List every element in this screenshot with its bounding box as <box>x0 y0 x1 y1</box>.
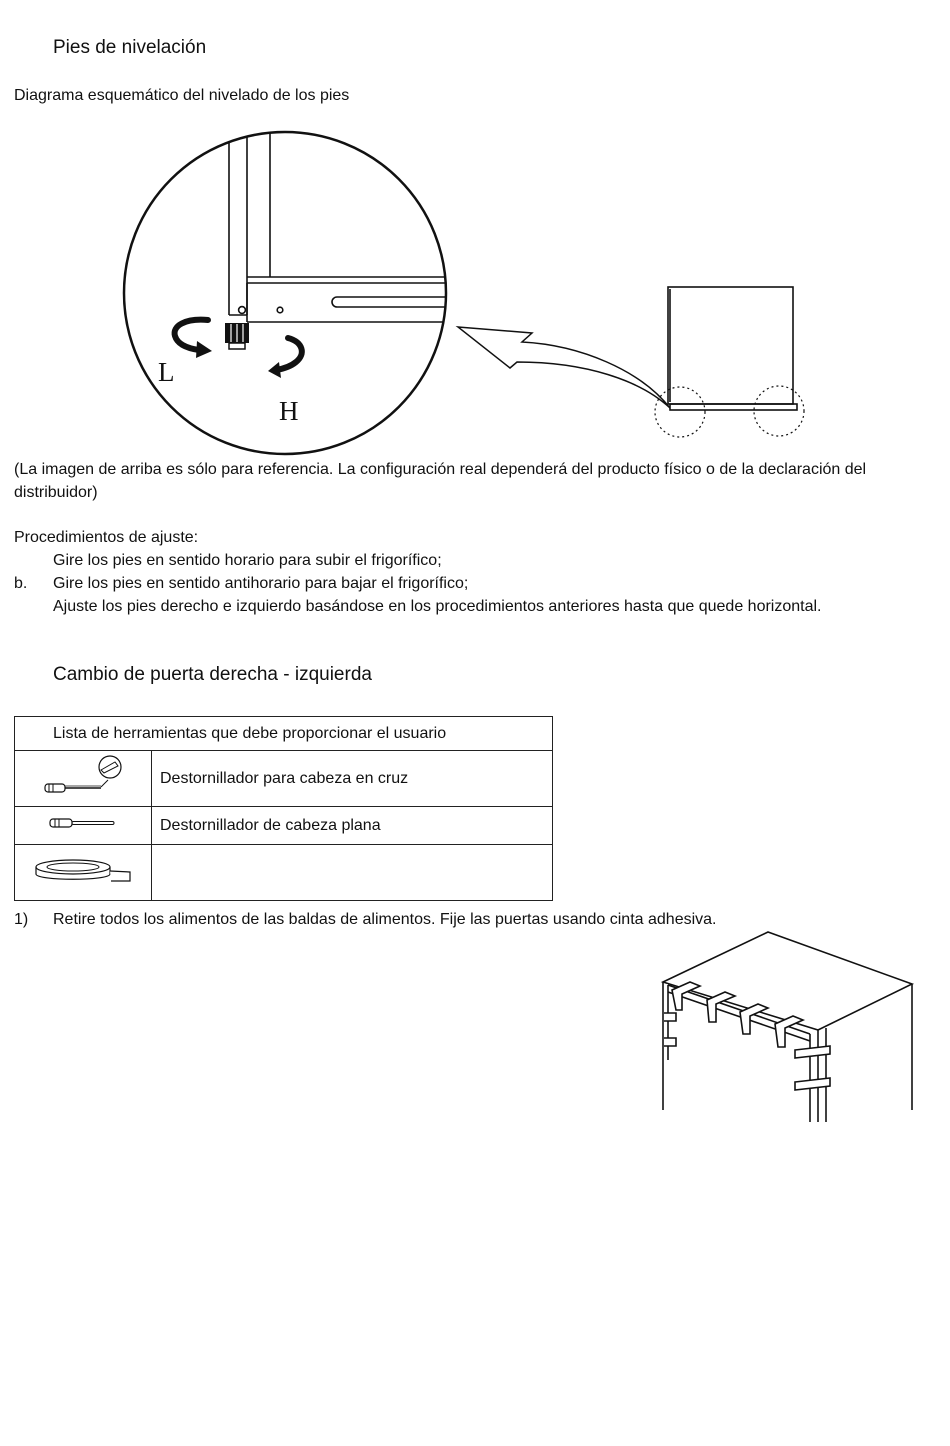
label-l: L <box>158 357 175 387</box>
reference-note: (La imagen de arriba es sólo para referencia. La configuración real dependerá del producto físico o de la declaración del distribuidor) <box>14 461 867 501</box>
label-h: H <box>279 396 299 426</box>
tool-label: Destornillador de cabeza plana <box>152 807 553 845</box>
tools-table-header: Lista de herramientas que debe proporcionar el usuario <box>15 717 553 751</box>
section-title-leveling-feet: Pies de nivelación <box>53 37 207 58</box>
diagram-caption: Diagrama esquemático del nivelado de los pies <box>14 87 350 104</box>
procedure-heading: Procedimientos de ajuste: <box>14 529 199 546</box>
section-title-door-reversal: Cambio de puerta derecha - izquierda <box>53 664 372 685</box>
tool-label: Destornillador para cabeza en cruz <box>152 751 553 807</box>
